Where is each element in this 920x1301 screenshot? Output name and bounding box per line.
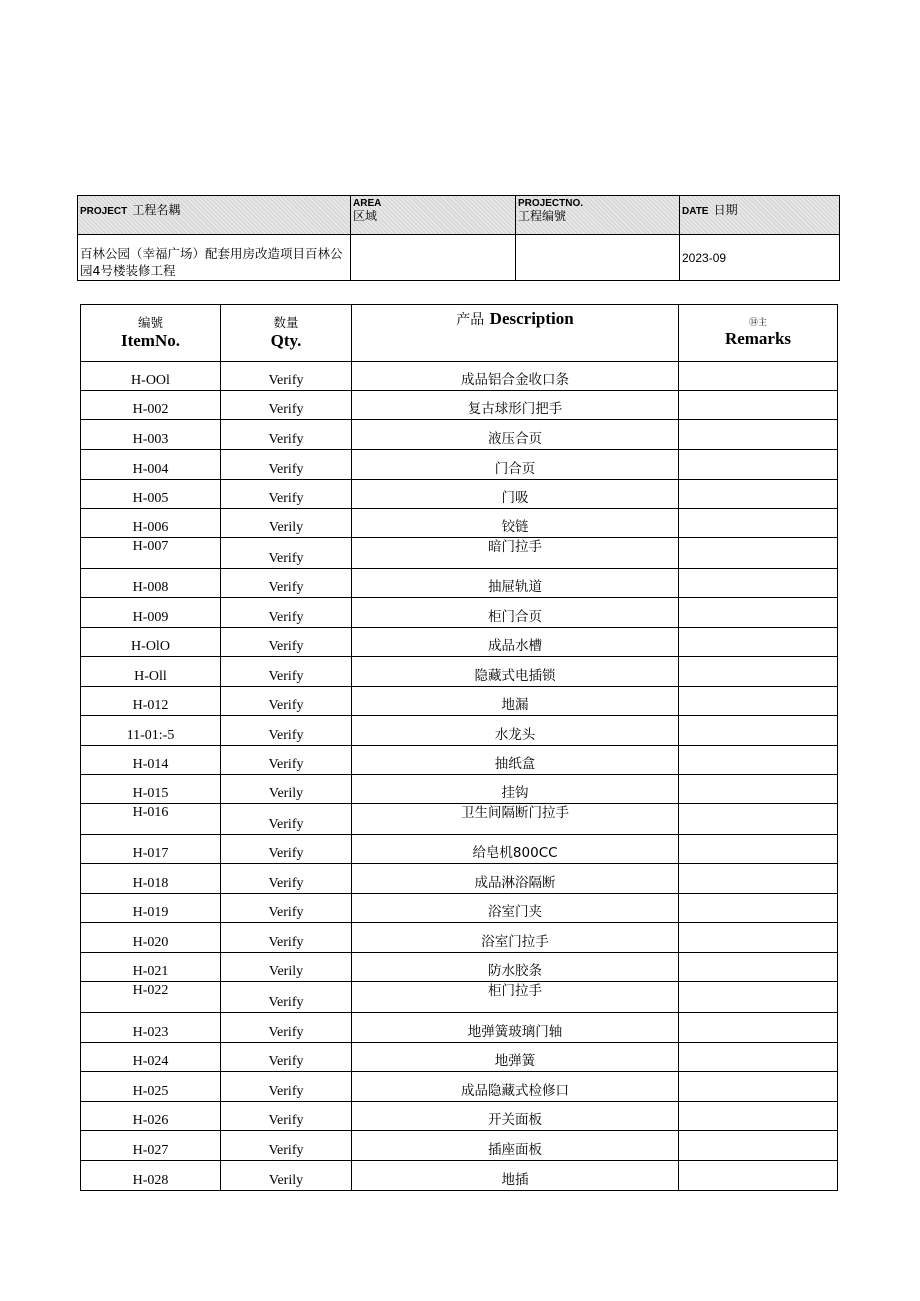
description-cell — [352, 1161, 679, 1191]
qty-text: Verify — [268, 639, 304, 654]
item-no-text: H-024 — [132, 1054, 169, 1069]
description-text: 复古球形门把手 — [467, 401, 563, 417]
project-info-table — [77, 195, 840, 281]
description-cell — [352, 864, 679, 894]
qty-text: Verify — [268, 402, 304, 417]
projectno-label-cell — [516, 196, 680, 235]
qty-text: Verify — [268, 817, 304, 832]
qty-cell — [221, 1072, 352, 1102]
qty-cell — [221, 1131, 352, 1161]
item-no-header — [81, 305, 221, 362]
item-no-header-en: ItemNo. — [120, 331, 180, 350]
item-no-text: H-OOl — [131, 373, 170, 388]
item-no-text: H-003 — [132, 432, 169, 447]
item-no-header-zh: 编號 — [137, 315, 163, 330]
remarks-cell — [679, 835, 838, 864]
item-no-cell — [81, 953, 221, 982]
item-no-text: H-016 — [132, 805, 169, 820]
description-cell — [352, 628, 679, 657]
item-no-text: H-007 — [132, 539, 169, 554]
item-no-text: H-023 — [132, 1025, 169, 1040]
qty-text: Verify — [268, 551, 304, 566]
area-value-cell — [351, 235, 516, 281]
table-row — [81, 953, 838, 982]
table-row — [81, 509, 838, 538]
qty-cell — [221, 864, 352, 894]
remarks-cell — [679, 1043, 838, 1072]
qty-text: Verify — [268, 432, 304, 447]
qty-cell — [221, 509, 352, 538]
table-row — [81, 923, 838, 953]
project-info-value-row — [78, 235, 840, 281]
date-label-zh: 日期 — [713, 203, 738, 217]
project-name-value: 百林公园（幸福广场）配套用房改造项目百林公园4号楼装修工程 — [80, 246, 343, 278]
remarks-cell — [679, 746, 838, 775]
item-no-cell — [81, 1102, 221, 1131]
qty-cell — [221, 894, 352, 923]
item-no-cell — [81, 1043, 221, 1072]
item-no-cell — [81, 746, 221, 775]
qty-text: Verify — [268, 491, 304, 506]
qty-text: Verify — [268, 1113, 304, 1128]
table-row — [81, 864, 838, 894]
qty-cell — [221, 657, 352, 687]
description-cell — [352, 450, 679, 480]
description-cell — [352, 804, 679, 835]
qty-text: Verify — [268, 846, 304, 861]
table-row — [81, 1072, 838, 1102]
item-no-text: H-027 — [132, 1143, 169, 1158]
description-text: 抽纸盒 — [494, 756, 536, 772]
items-table-body — [81, 362, 838, 1191]
item-no-text: H-026 — [132, 1113, 169, 1128]
item-no-text: H-009 — [132, 610, 169, 625]
item-no-cell — [81, 480, 221, 509]
remarks-cell — [679, 775, 838, 804]
projectno-value-cell — [516, 235, 680, 281]
item-no-cell — [81, 657, 221, 687]
area-label-en: AREA — [353, 198, 382, 209]
qty-text: Verify — [268, 935, 304, 950]
description-text: 铰链 — [501, 519, 529, 535]
area-value — [353, 235, 513, 245]
qty-text: Verily — [268, 786, 304, 801]
qty-text: Verify — [268, 876, 304, 891]
item-no-text: H-006 — [132, 520, 169, 535]
item-no-text: H-020 — [132, 935, 169, 950]
description-text: 插座面板 — [488, 1142, 542, 1158]
item-no-cell — [81, 864, 221, 894]
description-cell — [352, 1043, 679, 1072]
table-row — [81, 538, 838, 569]
item-no-text: 11-01:-5 — [126, 728, 175, 743]
date-label-cell — [680, 196, 840, 235]
description-text: 地弹簧玻璃门轴 — [467, 1024, 563, 1040]
description-text: 成品水槽 — [488, 638, 542, 654]
description-text: 门吸 — [501, 490, 529, 506]
table-row — [81, 1102, 838, 1131]
item-no-text: H-017 — [132, 846, 169, 861]
description-cell — [352, 894, 679, 923]
qty-text: Verify — [268, 580, 304, 595]
qty-text: Verify — [268, 757, 304, 772]
description-cell — [352, 1131, 679, 1161]
description-text: 浴室门拉手 — [481, 934, 549, 950]
item-no-cell — [81, 509, 221, 538]
description-text: 柜门拉手 — [488, 983, 542, 999]
item-no-text: H-008 — [132, 580, 169, 595]
description-text: 水龙头 — [494, 727, 536, 743]
description-cell — [352, 480, 679, 509]
item-no-text: H-004 — [132, 462, 169, 477]
description-cell — [352, 835, 679, 864]
description-text: 挂钩 — [501, 785, 529, 801]
description-cell — [352, 569, 679, 598]
table-row — [81, 1161, 838, 1191]
description-header — [352, 305, 679, 362]
date-value-cell — [680, 235, 840, 281]
qty-cell — [221, 835, 352, 864]
description-cell — [352, 923, 679, 953]
item-no-cell — [81, 894, 221, 923]
qty-cell — [221, 598, 352, 628]
qty-cell — [221, 1043, 352, 1072]
remarks-cell — [679, 1161, 838, 1191]
description-cell — [352, 598, 679, 628]
remarks-cell — [679, 391, 838, 420]
description-text: 给皂机800CC — [472, 845, 558, 861]
qty-text: Verify — [268, 1143, 304, 1158]
table-row — [81, 480, 838, 509]
table-row — [81, 982, 838, 1013]
item-no-cell — [81, 804, 221, 835]
table-row — [81, 804, 838, 835]
project-info-header-row — [78, 196, 840, 235]
qty-cell — [221, 391, 352, 420]
table-row — [81, 362, 838, 391]
remarks-cell — [679, 953, 838, 982]
remarks-cell — [679, 657, 838, 687]
qty-text: Verify — [268, 1054, 304, 1069]
item-no-text: H-002 — [132, 402, 169, 417]
item-no-cell — [81, 923, 221, 953]
description-cell — [352, 362, 679, 391]
item-no-text: H-015 — [132, 786, 169, 801]
description-cell — [352, 1102, 679, 1131]
item-no-cell — [81, 716, 221, 746]
qty-cell — [221, 716, 352, 746]
description-cell — [352, 775, 679, 804]
remarks-cell — [679, 480, 838, 509]
description-text: 地弹簧 — [494, 1053, 536, 1069]
projectno-label-zh: 工程编號 — [518, 209, 567, 223]
qty-cell — [221, 746, 352, 775]
table-row — [81, 657, 838, 687]
qty-cell — [221, 953, 352, 982]
project-label-zh: 工程名耦 — [132, 203, 181, 217]
qty-cell — [221, 804, 352, 835]
qty-text: Verily — [268, 964, 304, 979]
table-row — [81, 450, 838, 480]
description-text: 浴室门夹 — [488, 904, 542, 920]
description-cell — [352, 509, 679, 538]
projectno-label-en: PROJECTNO. — [518, 198, 584, 209]
item-no-cell — [81, 569, 221, 598]
remarks-cell — [679, 687, 838, 716]
qty-header-en: Qty. — [270, 331, 302, 350]
description-text: 成品铝合金收口条 — [461, 372, 569, 388]
table-row — [81, 391, 838, 420]
item-no-cell — [81, 1131, 221, 1161]
remarks-cell — [679, 1072, 838, 1102]
item-no-cell — [81, 1013, 221, 1043]
remarks-cell — [679, 804, 838, 835]
qty-cell — [221, 480, 352, 509]
remarks-cell — [679, 894, 838, 923]
remarks-cell — [679, 1013, 838, 1043]
remarks-header — [679, 305, 838, 362]
remarks-cell — [679, 420, 838, 450]
qty-text: Verify — [268, 669, 304, 684]
remarks-cell — [679, 716, 838, 746]
item-no-cell — [81, 775, 221, 804]
remarks-cell — [679, 569, 838, 598]
date-value: 2023-09 — [682, 251, 727, 265]
item-no-text: H-028 — [132, 1173, 169, 1188]
table-row — [81, 598, 838, 628]
projectno-value — [518, 235, 677, 245]
qty-header-zh: 数量 — [273, 315, 299, 330]
description-text: 门合页 — [494, 461, 536, 477]
qty-text: Verify — [268, 698, 304, 713]
description-cell — [352, 982, 679, 1013]
description-text: 防水胶条 — [488, 963, 542, 979]
remarks-cell — [679, 538, 838, 569]
qty-text: Verify — [268, 905, 304, 920]
remarks-cell — [679, 864, 838, 894]
item-no-text: H-018 — [132, 876, 169, 891]
qty-text: Verify — [268, 995, 304, 1010]
description-text: 隐藏式电插锁 — [474, 668, 556, 684]
item-no-cell — [81, 982, 221, 1013]
qty-cell — [221, 628, 352, 657]
item-no-cell — [81, 687, 221, 716]
project-label-cell — [78, 196, 351, 235]
table-row — [81, 628, 838, 657]
table-row — [81, 1013, 838, 1043]
qty-cell — [221, 687, 352, 716]
table-row — [81, 687, 838, 716]
project-name-cell — [78, 235, 351, 281]
description-text: 成品淋浴隔断 — [474, 875, 556, 891]
qty-cell — [221, 1161, 352, 1191]
item-no-text: H-019 — [132, 905, 169, 920]
qty-text: Verily — [268, 1173, 304, 1188]
description-header-zh: 产品 — [456, 312, 485, 328]
description-text: 抽屉轨道 — [488, 579, 542, 595]
qty-cell — [221, 569, 352, 598]
description-cell — [352, 687, 679, 716]
description-cell — [352, 538, 679, 569]
qty-cell — [221, 1013, 352, 1043]
description-text: 成品隐藏式检修口 — [461, 1083, 569, 1099]
description-cell — [352, 953, 679, 982]
description-cell — [352, 716, 679, 746]
remarks-cell — [679, 1131, 838, 1161]
description-cell — [352, 1072, 679, 1102]
remarks-cell — [679, 362, 838, 391]
item-no-text: H-022 — [132, 983, 169, 998]
hardware-items-table — [80, 304, 838, 1191]
item-no-cell — [81, 628, 221, 657]
area-label-zh: 区域 — [353, 209, 378, 223]
remarks-cell — [679, 450, 838, 480]
table-row — [81, 1131, 838, 1161]
description-text: 卫生间隔断门拉手 — [461, 805, 569, 821]
item-no-cell — [81, 835, 221, 864]
qty-text: Verify — [268, 1084, 304, 1099]
remarks-cell — [679, 598, 838, 628]
description-header-en: Description — [489, 309, 574, 328]
table-row — [81, 746, 838, 775]
qty-text: Verily — [268, 520, 304, 535]
project-label-en: PROJECT — [80, 206, 128, 217]
description-text: 液压合页 — [488, 431, 542, 447]
item-no-text: H-021 — [132, 964, 169, 979]
table-row — [81, 1043, 838, 1072]
qty-header — [221, 305, 352, 362]
item-no-text: H-OlO — [131, 639, 170, 654]
qty-cell — [221, 420, 352, 450]
description-text: 地插 — [501, 1172, 529, 1188]
items-table-header — [81, 305, 838, 362]
date-label-en: DATE — [682, 206, 709, 217]
qty-cell — [221, 538, 352, 569]
qty-text: Verify — [268, 610, 304, 625]
area-label-cell — [351, 196, 516, 235]
item-no-cell — [81, 391, 221, 420]
qty-text: Verify — [268, 373, 304, 388]
table-row — [81, 775, 838, 804]
remarks-header-zh: ⑭主 — [748, 318, 767, 328]
item-no-text: H-005 — [132, 491, 169, 506]
qty-cell — [221, 362, 352, 391]
table-row — [81, 569, 838, 598]
qty-cell — [221, 450, 352, 480]
qty-cell — [221, 923, 352, 953]
item-no-text: H-012 — [132, 698, 169, 713]
item-no-cell — [81, 598, 221, 628]
description-cell — [352, 657, 679, 687]
item-no-text: H-025 — [132, 1084, 169, 1099]
description-text: 柜门合页 — [488, 609, 542, 625]
item-no-cell — [81, 450, 221, 480]
table-row — [81, 420, 838, 450]
description-cell — [352, 1013, 679, 1043]
remarks-header-en: Remarks — [724, 329, 792, 348]
description-cell — [352, 746, 679, 775]
description-text: 开关面板 — [488, 1112, 542, 1128]
qty-cell — [221, 982, 352, 1013]
table-row — [81, 894, 838, 923]
table-row — [81, 716, 838, 746]
qty-text: Verify — [268, 1025, 304, 1040]
description-cell — [352, 420, 679, 450]
item-no-text: H-014 — [132, 757, 169, 772]
item-no-cell — [81, 538, 221, 569]
table-row — [81, 835, 838, 864]
remarks-cell — [679, 628, 838, 657]
qty-cell — [221, 1102, 352, 1131]
remarks-cell — [679, 923, 838, 953]
qty-text: Verify — [268, 462, 304, 477]
description-text: 暗门拉手 — [488, 539, 542, 555]
item-no-text: H-Oll — [134, 669, 167, 684]
item-no-cell — [81, 1161, 221, 1191]
item-no-cell — [81, 1072, 221, 1102]
qty-cell — [221, 775, 352, 804]
item-no-cell — [81, 420, 221, 450]
description-text: 地漏 — [501, 697, 529, 713]
item-no-cell — [81, 362, 221, 391]
qty-text: Verify — [268, 728, 304, 743]
remarks-cell — [679, 982, 838, 1013]
description-cell — [352, 391, 679, 420]
remarks-cell — [679, 509, 838, 538]
remarks-cell — [679, 1102, 838, 1131]
